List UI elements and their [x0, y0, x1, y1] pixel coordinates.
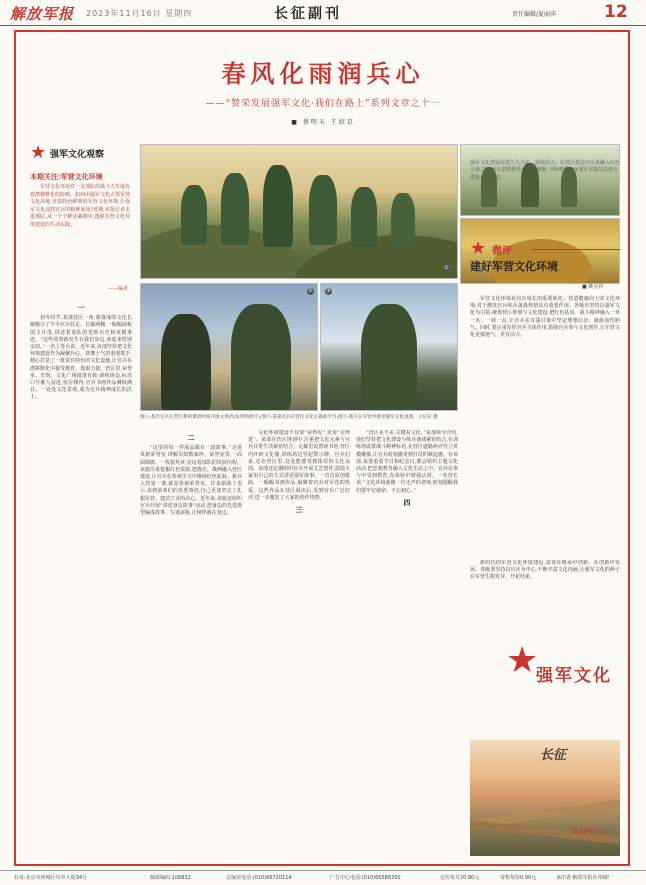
footer-price: 定价每月20.80元 [440, 875, 480, 881]
article-column-3 [248, 430, 350, 856]
newspaper-logo: 解放军报 [10, 5, 75, 23]
brand-text: 强军文化 [536, 666, 612, 686]
page-number: 12 [604, 2, 628, 22]
photo-soldier [263, 165, 293, 247]
article-column-4 [356, 430, 458, 856]
footer-phone: 总编室电话:(010)66720114 [226, 875, 292, 881]
intro-header [30, 144, 140, 170]
star-icon: ★ [30, 142, 47, 163]
star-icon: ★ [506, 640, 539, 681]
micro-comment-header [470, 240, 620, 260]
section-name: 长征副刊 [274, 6, 342, 22]
article-title: 春风化雨润兵心 [221, 60, 425, 88]
intro-subtitle: 本期关注:军营文化环境 [30, 172, 103, 181]
article-byline: ■ 蔡明天 王绍京 [291, 119, 355, 126]
section-number: 三 [295, 505, 303, 515]
photo-soldier [231, 304, 291, 411]
photo-soldier [309, 175, 337, 245]
footer [0, 870, 646, 885]
footer-address: 社址:北京市西城区阜外大街34号 [14, 875, 88, 881]
photo-soldier [181, 185, 207, 245]
intro-body: 军营文化环境对一支部队的战斗力生成有着潜移默化的影响。如何用强军文化占领军营文化高地,营造特色鲜明的军营文化环境,让强军文化浸润官兵的精神家园?近期,本版记者走进部队,从一个个鲜活案例中,透视军营文化环境建设的生动实践。 [30, 184, 131, 228]
photo-soldier [161, 314, 211, 411]
photo-recruit [320, 283, 458, 411]
footer-ad-phone: 广告中心电话:(010)66586350 [330, 875, 401, 881]
article-column-2 [140, 430, 242, 856]
footer-printer: 承印者:解放军报社印刷厂 [556, 875, 613, 881]
micro-comment-tag: 微评 [492, 246, 512, 257]
photo-soldier [351, 187, 377, 247]
editor-credit: 责任编辑/夏丽萍 [512, 11, 557, 18]
section-number: 一 [77, 303, 85, 312]
photo-label: ① [444, 265, 449, 271]
issue-number: 第4955期 [570, 827, 607, 836]
paragraph: 文化环境建设不仅要“看得见”,更要“走得进”。某部在营区规划中,注重把文化元素与官兵日常生活紧密结合。走廊里设置读书角,营区内开辟文化墙,训练场边竖起警示牌。官兵们说,走在营区里,处处能感受到浓厚的文化氛围。该部还定期组织官兵开展文艺创作,鼓励大家用自己的方式讲述强军故事。一首首原创歌曲、一幅幅书画作品,凝聚着官兵对军营的热爱。这些作品在营区展出后,受到官兵广泛好评,进一步激发了大家的创作热情。 [248, 430, 350, 501]
masthead [0, 0, 646, 26]
paragraph: 初冬时节,某部营区一角,新落成的文化长廊吸引了不少官兵驻足。长廊两侧,一幅幅展板图文并茂,讲述着部队的光辉历史和英模事迹。“这些故事就发生在我们身边,读起来特别亲切。”一名上等兵说。近年来,该部坚持把文化环境建设作为凝聚兵心、鼓舞士气的重要抓手,精心打造了一批富有特色的文化设施,让官兵在潜移默化中接受教育、汲取力量。营区里,荣誉室、史馆、文化广场错落有致;训练场边,标语口号催人奋进;宿舍楼内,官兵书画作品琳琅满目。一处处文化景观,成为官兵精神成长的沃土。 [30, 315, 132, 401]
micro-comment-byline: ■ 姚克祥 [582, 284, 604, 290]
photo-label: ② [308, 288, 313, 294]
footer-retail: 零售每份0.90元 [500, 875, 537, 881]
paragraph: “这里的每一件展品都有一段故事。”走进某旅荣誉室,讲解员如数家珍。荣誉室里,一面面锦旗、一枚枚奖章,见证着部队的发展历程。该旅注重挖掘红色资源,把战史、战例融入营区建设,让官兵在参观学习中赓续红色血脉。新兵入营第一课,就是参观荣誉室。许多新战士表示,看到前辈们的英勇事迹,自己更加坚定了扎根军营、建功立业的决心。近年来,该旅还组织官兵开展“讲述身边故事”活动,把身边的先进典型编成故事、写进展板,让榜样就在身边。 [140, 445, 242, 517]
paragraph: “营区美不美,关键看文化。”某部领导介绍,他们坚持把文化建设与练兵备战紧密结合,在训练场设置战斗精神标语,在营区道路两旁竖立英模雕像,让官兵时刻感受到打仗的紧迫感。在该部,每逢重要节日和纪念日,都会组织主题文化活动,把思想教育融入文化生活之中。官兵在参与中受到教育,在体验中增强认同。一名营长说:“文化环境就像一位无声的老师,时刻提醒我们要牢记使命、不忘初心。” [356, 430, 458, 494]
micro-comment-body: 军营文化环境是官兵成长的重要依托。营造健康向上的文化环境,对于激发官兵练兵备战热情具有重要作用。各级应坚持以强军文化为引领,统筹营区规划与文化建设,把红色基因、战斗精神融入一草一木、一砖一瓦,让官兵在耳濡目染中坚定理想信念、砥砺血性胆气。同时,要注重发挥官兵主体作用,鼓励官兵参与文化创作,让军营文化更接地气、更有活力。 [470, 296, 620, 339]
article-subtitle: ——“赞荣发展强军文化·我们在路上”系列文章之十一 [205, 99, 441, 109]
paragraph: 新时代的军营文化环境建设,需要在继承中创新、在创新中发展。各级要坚持以官兵为中心,不断丰富文化内涵,让强军文化的种子在军营生根发芽、开花结果。 [470, 560, 620, 581]
photo-soldier-portrait [140, 283, 318, 411]
changzheng-logo: 长征 [540, 748, 567, 763]
photo-label: ③ [326, 288, 331, 294]
article-column-5 [470, 560, 620, 630]
article-column-1 [30, 300, 132, 856]
brand-block [506, 630, 626, 750]
section-number: 四 [403, 497, 411, 507]
photo-soldier [391, 193, 415, 248]
photo-caption: 图①:基层官兵在营区利用课余时间开展文体活动(资料照片);图②:某部官兵在营区文化长廊前学习;图③:新兵在军营中感受强军文化氛围。王绍京 摄 [140, 415, 438, 420]
photo-soldier [361, 304, 417, 411]
section-number: 二 [187, 433, 195, 442]
micro-comment-headline: 建好军营文化环境 [470, 260, 558, 273]
main-photo [140, 144, 458, 279]
footer-postcode: 邮政编码:100832 [150, 875, 191, 881]
photo-soldier [221, 173, 249, 245]
star-icon: ★ [470, 238, 487, 259]
intro-editor: ——编者 [108, 286, 129, 292]
divider [532, 249, 620, 250]
intro-title: 强军文化观察 [50, 150, 105, 160]
right-intro-text: 强军文化建设需要久久为功、持续用力。在营区建设中注重融入红色元素,让官兵在潜移默化中接受熏陶,不断增强投身强军实践的思想自觉和行动自觉。 [470, 160, 621, 181]
publication-date: 2023年11月16日 星期四 [86, 9, 193, 18]
